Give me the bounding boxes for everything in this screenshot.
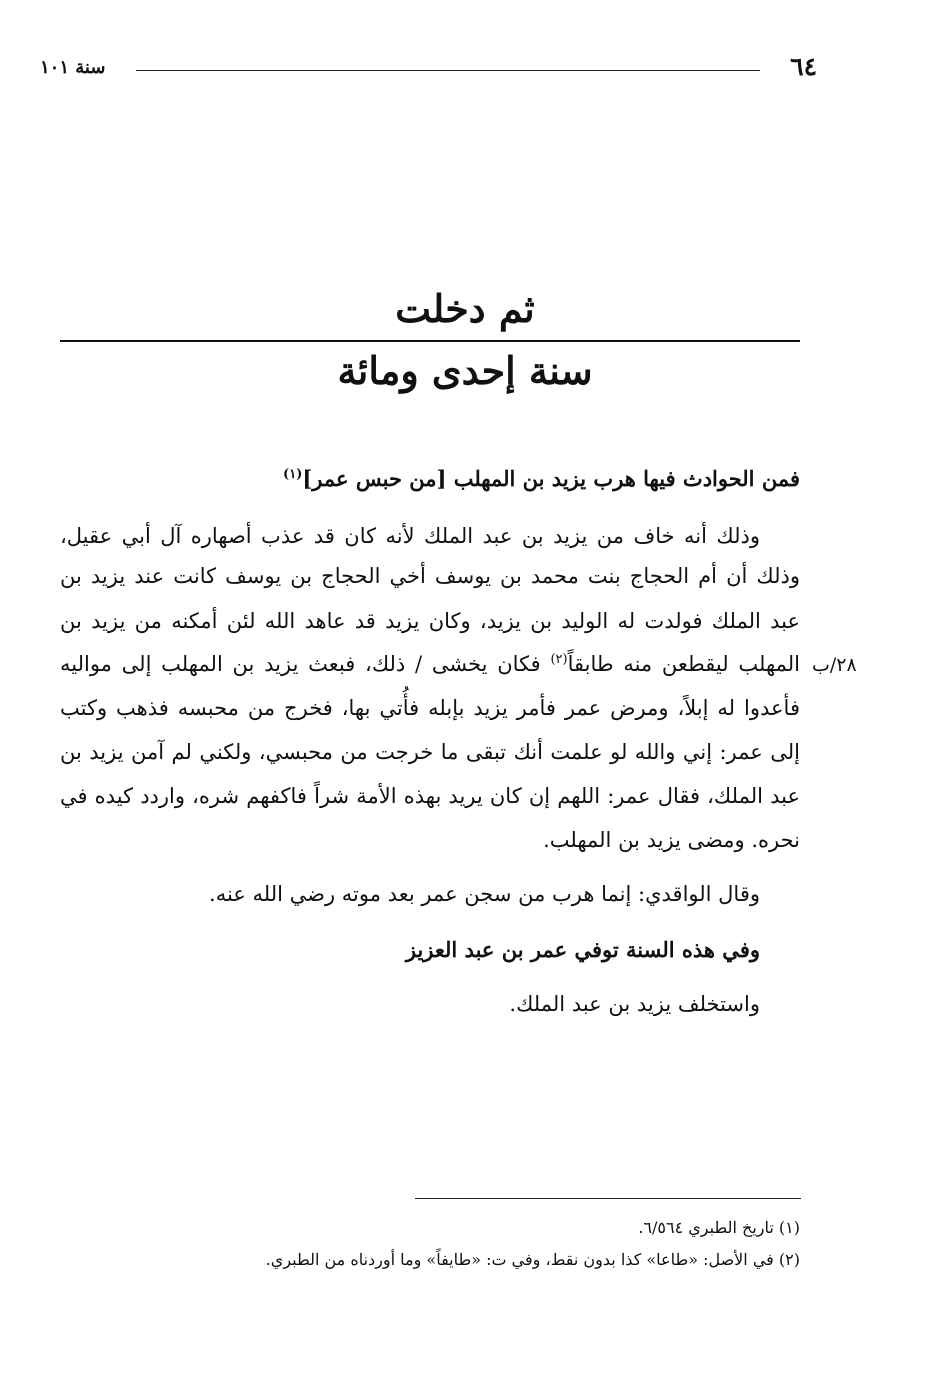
footnote-ref-2: (٢) xyxy=(550,652,568,667)
paragraph1-line8: نحره. ومضى يزيد بن المهلب. xyxy=(543,828,800,852)
paragraph1-line3: عبد الملك فولدت له الوليد بن يزيد، وكان يزيد قد عاهد الله لئن أمكنه من يزيد بن xyxy=(60,609,800,633)
subheading-death-of-umar: وفي هذه السنة توفي عمر بن عبد العزيز xyxy=(405,937,760,962)
footnote-2: (٢) في الأصل: «طاعا» كذا بدون نقط، وفي ت: «طايفاً» وما أوردناه من الطبري. xyxy=(265,1250,800,1269)
page-number: ٦٤ xyxy=(790,52,817,81)
chapter-title-line2: سنة إحدى ومائة xyxy=(337,348,593,393)
manuscript-folio-note: ٢٨/ب xyxy=(812,654,857,676)
header-rule xyxy=(136,70,760,71)
chapter-title-line1: ثم دخلت xyxy=(395,286,535,331)
paragraph1-line1: وذلك أنه خاف من يزيد بن عبد الملك لأنه كان قد عذب أصهاره آل أبي عقيل، xyxy=(60,524,760,548)
footnote-1: (١) تاريخ الطبري ٦/٥٦٤. xyxy=(638,1218,800,1237)
paragraph3: واستخلف يزيد بن عبد الملك. xyxy=(509,992,760,1016)
title-rule xyxy=(60,340,800,342)
paragraph1-line4-end: فكان يخشى / ذلك، فبعث يزيد بن المهلب إلى مواليه xyxy=(60,652,551,676)
running-title: سنة ١٠١ xyxy=(40,57,106,78)
footnote-ref-1: (١) xyxy=(283,467,303,482)
paragraph1-line5: فأعدوا له إبلاً، ومرض عمر فأمر يزيد بإبله فأُتي بها، فخرج من محبسه فذهب وكتب xyxy=(60,696,800,720)
paragraph1-line2: وذلك أن أم الحجاج بنت محمد بن يوسف أخي الحجاج بن يوسف كانت عند يزيد بن xyxy=(60,564,800,588)
paragraph2: وقال الواقدي: إنما هرب من سجن عمر بعد موته رضي الله عنه. xyxy=(209,882,760,906)
footnote-rule xyxy=(415,1198,801,1199)
paragraph1-line4-start: المهلب ليقطعن منه طابقاً xyxy=(567,652,800,676)
paragraph1-line4 xyxy=(60,652,800,676)
section-heading-text: فمن الحوادث فيها هرب يزيد بن المهلب [من حبس عمر] xyxy=(302,466,800,491)
paragraph1-line7: عبد الملك، فقال عمر: اللهم إن كان يريد بهذه الأمة شراً فاكفهم شره، واردد كيده في xyxy=(60,784,800,808)
section-heading xyxy=(240,466,800,491)
paragraph1-line6: إلى عمر: إني والله لو علمت أنك تبقى ما خرجت من محبسي، ولكني لم آمن يزيد بن xyxy=(60,740,800,764)
